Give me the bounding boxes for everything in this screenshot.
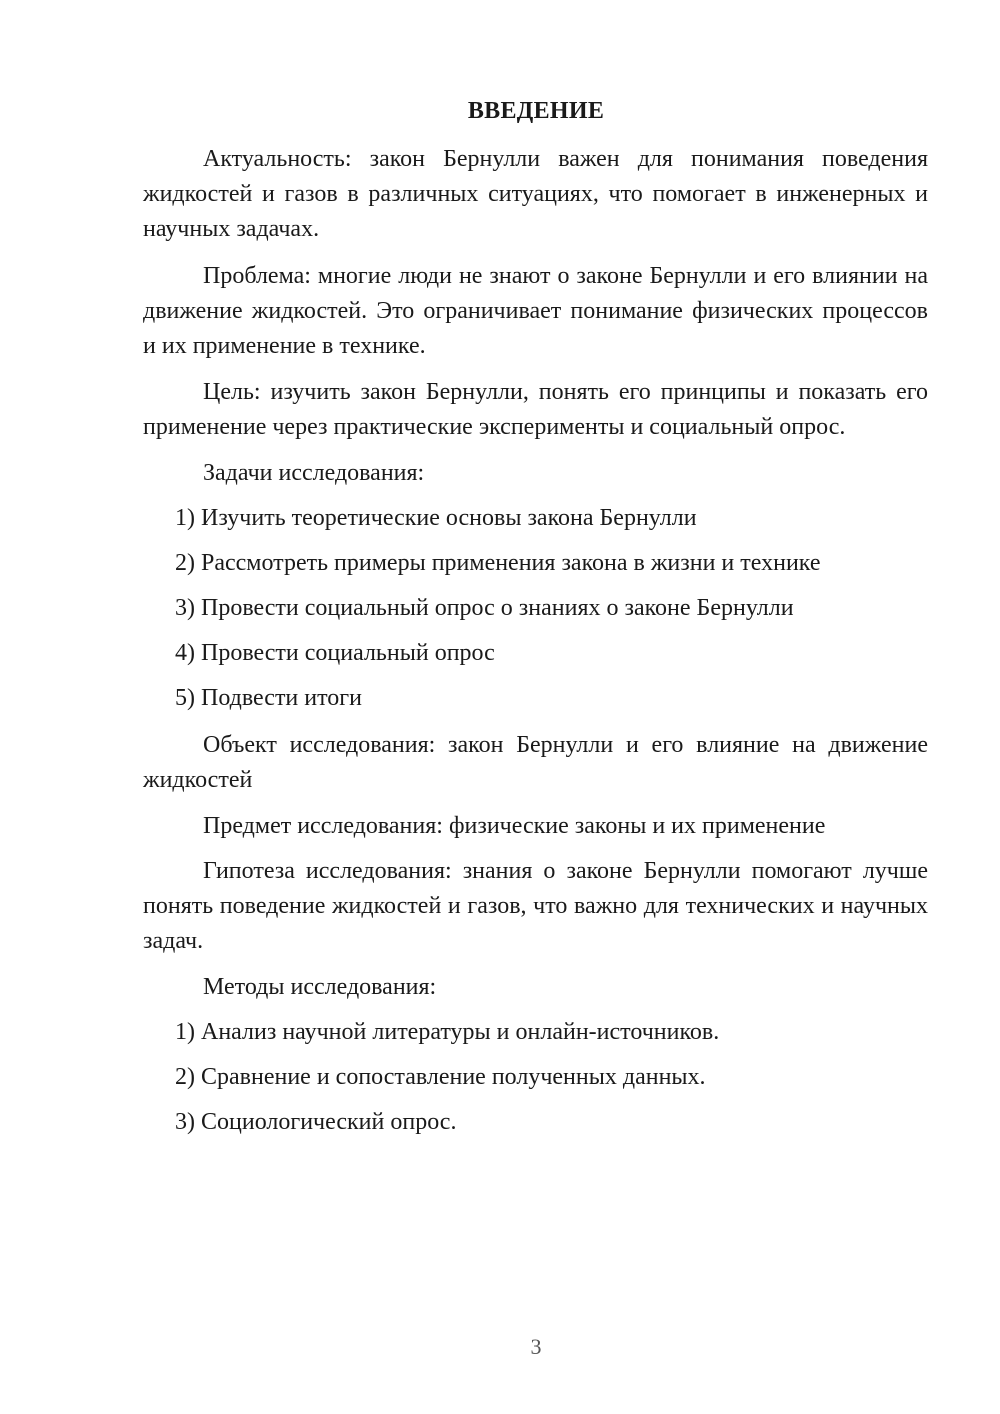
object-paragraph: Объект исследования: закон Бернулли и его влияние на движение жидкостей (143, 732, 928, 793)
method-item: 2) Сравнение и сопоставление полученных данных. (175, 1064, 706, 1090)
hypothesis-paragraph: Гипотеза исследования: знания о законе Бернулли помогают лучше понять поведение жидкостей и газов, что важно для технических и научных задач. (143, 858, 928, 954)
page-number: 3 (530, 1334, 542, 1359)
task-item: 1) Изучить теоретические основы закона Бернулли (175, 505, 697, 531)
methods-heading: Методы исследования: (203, 974, 437, 1000)
task-item: 3) Провести социальный опрос о знаниях о законе Бернулли (175, 595, 794, 621)
method-item: 3) Социологический опрос. (175, 1109, 457, 1135)
subject-paragraph: Предмет исследования: физические законы и их применение (203, 813, 826, 839)
relevance-paragraph: Актуальность: закон Бернулли важен для понимания поведения жидкостей и газов в различных ситуациях, что помогает в инженерных и научных задачах. (143, 146, 928, 242)
task-item: 5) Подвести итоги (175, 685, 362, 711)
goal-paragraph: Цель: изучить закон Бернулли, понять его принципы и показать его применение через практические эксперименты и социальный опрос. (143, 379, 928, 440)
section-title: ВВЕДЕНИЕ (467, 98, 605, 124)
task-item: 2) Рассмотреть примеры применения закона в жизни и технике (175, 550, 821, 576)
task-item: 4) Провести социальный опрос (175, 640, 495, 666)
method-item: 1) Анализ научной литературы и онлайн-источников. (175, 1019, 720, 1045)
problem-paragraph: Проблема: многие люди не знают о законе Бернулли и его влиянии на движение жидкостей. Это ограничивает понимание физических процессов и их применение в технике. (143, 263, 928, 359)
tasks-heading: Задачи исследования: (203, 460, 425, 486)
